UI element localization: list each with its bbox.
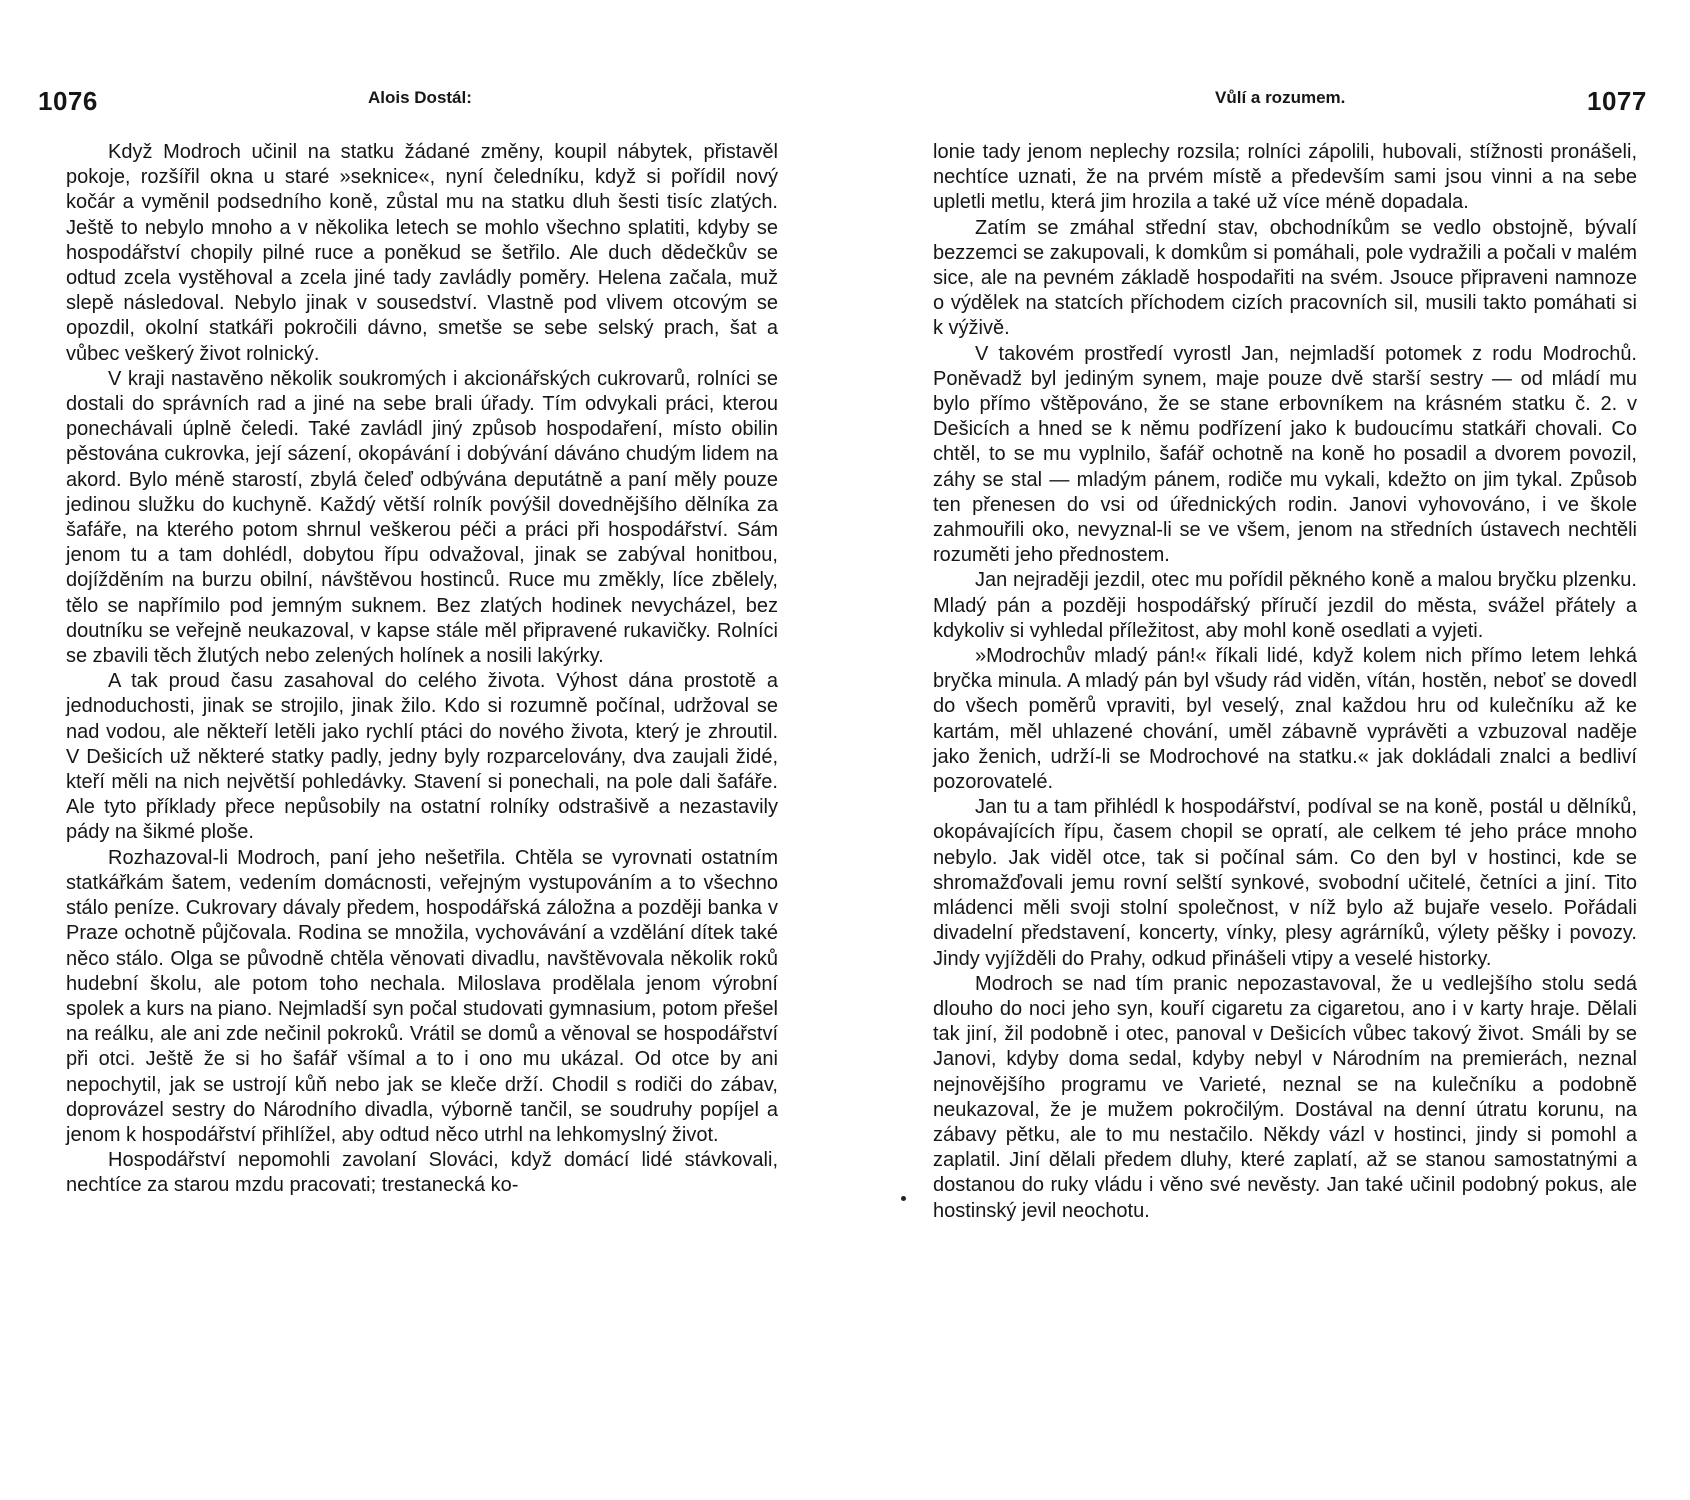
paragraph: »Modrochův mladý pán!« říkali lidé, když kolem nich přímo letem lehká bryčka minula. A mladý pán byl všudy rád viděn, vítán, hostěn, neboť se dovedl do všech poměrů vpraviti, byl veselý, znal každou hru od kulečníku až ke kartám, měl uhlazené chování, uměl zábavně vyprávěti a vzbuzoval naděje jako ženich, udrží-li se Modrochové na statku.« jak dokládali znalci a bedliví pozorovatelé. <box>933 645 1637 794</box>
paragraph: V kraji nastavěno několik soukromých i akcionářských cukrovarů, rolníci se dostali do správních rad a jiné na sebe brali úřady. Tím odvykali práci, kterou ponechávali úplně čeledi. Také zavládl jiný způsob hospodaření, místo obilin pěstována cukrovka, její sázení, okopávání i dobývání dáváno chudým lidem na akord. Bylo méně starostí, zbylá čeleď odbývána deputátně a paní měly pouze jedinou služku do kuchyně. Každý větší rolník povýšil dovednějšího dělníka za šafáře, na kterého potom shrnul veškerou péči a práci při hospodářství. Sám jenom tu a tam dohlédl, dobytou řípu odvažoval, jinak se zabýval honitbou, dojížděním na burzu obilní, návštěvou hostinců. Ruce mu změkly, líce zbělely, tělo se napřímilo pod jemným suknem. Bez zlatých hodinek nevycházel, bez doutníku se veřejně neukazoval, v kapse stále měl připravené rukavičky. Rolníci se zbavili těch žlutých nebo zelených holínek a nosili lakýrky. <box>66 367 778 668</box>
right-running-head: Vůlí a rozumem. <box>1215 88 1346 107</box>
paragraph: Jan nejraději jezdil, otec mu pořídil pěkného koně a malou bryčku plzenku. Mladý pán a později hospodářský příručí jezdil do města, svážel přátely a kdykoliv si vyhledal příležitost, aby mohl koně osedlati a vyjeti. <box>933 569 1637 642</box>
left-page-number: 1076 <box>38 86 98 116</box>
left-text-column <box>66 140 778 1199</box>
right-page-number: 1077 <box>1587 86 1647 116</box>
right-page <box>845 0 1690 1500</box>
paragraph: Když Modroch učinil na statku žádané změny, koupil nábytek, přistavěl pokoje, rozšířil okna u staré »seknice«, nyní čeledníku, když si pořídil nový kočár a vyměnil podsedního koně, zůstal mu na statku dluh šesti tisíc zlatých. Ještě to nebylo mnoho a v několika letech se mohlo všechno splatiti, kdyby se hospodářství chopily pilné ruce a poněkud se šetřilo. Ale duch dědečkův se odtud zcela vystěhoval a zcela jiné tady zavládly poměry. Helena začala, muž slepě následoval. Nebylo jinak v sousedství. Vlastně pod vlivem otcovým se opozdil, okolní statkáři pokročili dávno, smetše se sebe selský prach, šat a vůbec veškerý život rolnický. <box>66 141 778 365</box>
paragraph: Hospodářství nepomohli zavolaní Slováci, když domácí lidé stávkovali, nechtíce za starou mzdu pracovati; trestanecká ko- <box>66 1149 778 1197</box>
paragraph: lonie tady jenom neplechy rozsila; rolníci zápolili, hubovali, stížnosti pronášeli, nechtíce uznati, že na prvém místě a především sami jsou vinni a na sebe upletli metlu, která jim hrozila a také už více méně dopadala. <box>933 141 1637 214</box>
paragraph: V takovém prostředí vyrostl Jan, nejmladší potomek z rodu Modrochů. Poněvadž byl jediným synem, maje pouze dvě starší sestry — od mládí mu bylo přímo vštěpováno, že se stane erbovníkem na krásném statku č. 2. v Dešicích a hned se k němu podřízení jako k budoucímu statkáři chovali. Co chtěl, to se mu vyplnilo, šafář ochotně na koně ho posadil a dvorem povozil, záhy se stal — mladým pánem, rodiče mu vykali, kdežto on jim tykal. Způsob ten přenesen do vsi od úřednických rodin. Janovi vyhovováno, i ve škole zahmouřili oko, nevyznal-li se ve všem, jenom na středních ústavech nechtěli rozuměti jeho přednostem. <box>933 342 1637 567</box>
left-running-head: Alois Dostál: <box>368 88 472 107</box>
paragraph: A tak proud času zasahoval do celého života. Výhost dána prostotě a jednoduchosti, jinak se strojilo, jinak žilo. Kdo si rozumně počínal, udržoval se nad vodou, ale někteří letěli jako rychlí ptáci do nového života, který je zhroutil. V Dešicích už některé statky padly, jedny byly rozparcelovány, dva zaujali židé, kteří měli na nich největší pohledávky. Stavení si ponechali, na pole dali šafáře. Ale tyto příklady přece nepůsobily na ostatní rolníky odstrašivě a nezastavily pády na šikmé ploše. <box>66 670 778 844</box>
paragraph: Modroch se nad tím pranic nepozastavoval, že u vedlejšího stolu sedá dlouho do noci jeho syn, kouří cigaretu za cigaretou, ano i v karty hraje. Dělali tak jiní, žil podobně i otec, panoval v Dešicích vůbec takový život. Smáli by se Janovi, kdyby doma sedal, kdyby nebyl v Národním na premierách, neznal nejnovějšího programu ve Varieté, neznal se na kulečníku a podobně neukazoval, že je mužem pokročilým. Dostával na denní útratu korunu, na zábavy pětku, ale to mu nestačilo. Někdy vázl v hostinci, jindy si pomohl a zaplatil. Jiní dělali předem dluhy, které zaplatí, až se stanou samostatnými a dostanou do ruky vládu i věno své nevěsty. Jan také učinil podobný pokus, ale hostinský jevil neochotu. <box>933 972 1637 1222</box>
paragraph: Jan tu a tam přihlédl k hospodářství, podíval se na koně, postál u dělníků, okopávajících řípu, časem chopil se opratí, ale celkem té jeho práce mnoho nebylo. Jak viděl otce, tak si počínal sám. Co den byl v hostinci, kde se shromažďovali jemu rovní selští synkové, svobodní učitelé, četníci a jiní. Tito mládenci měli svoji stolní společnost, v níž bylo až bujaře veselo. Pořádali divadelní představení, koncerty, vínky, plesy agrárníků, výlety pěšky i povozy. Jindy vyjížděli do Prahy, odkud přinášeli vtipy a veselé historky. <box>933 796 1637 970</box>
margin-dot <box>901 1196 906 1201</box>
right-text-column <box>933 140 1637 1224</box>
paragraph: Rozhazoval-li Modroch, paní jeho nešetřila. Chtěla se vyrovnati ostatním statkářkám šatem, vedením domácnosti, veřejným vystupováním a to všechno stálo peníze. Cukrovary dávaly předem, hospodářská záložna a později banka v Praze ochotně půjčovala. Rodina se množila, vychovávání a vzdělání dítek také něco stálo. Olga se původně chtěla věnovati divadlu, navštěvovala několik roků hudební školu, ale potom toho nechala. Miloslava prodělala jenom výrobní spolek a kurs na piano. Nejmladší syn počal studovati gymnasium, potom přešel na reálku, ale ani zde nečinil pokroků. Vrátil se domů a věnoval se hospodářství při otci. Ještě že si ho šafář všímal a to i ono mu ukázal. Od otce by ani nepochytil, jak se ustrojí kůň nebo jak se kleče drží. Chodil s rodiči do zábav, doprovázel sestry do Národního divadla, výborně tančil, se soudruhy popíjel a jenom k hospodářství přihlížel, aby odtud něco utrhl na lehkomyslný život. <box>66 846 778 1146</box>
paragraph: Zatím se zmáhal střední stav, obchodníkům se vedlo obstojně, bývalí bezzemci se zakupovali, k domkům si pomáhali, pole vydražili a počali v malém sice, ale na pevném základě hospodařiti na svém. Jsouce připraveni namnoze o výdělek na statcích příchodem cizích pracovních sil, musili takto pomáhati si k výživě. <box>933 216 1637 340</box>
